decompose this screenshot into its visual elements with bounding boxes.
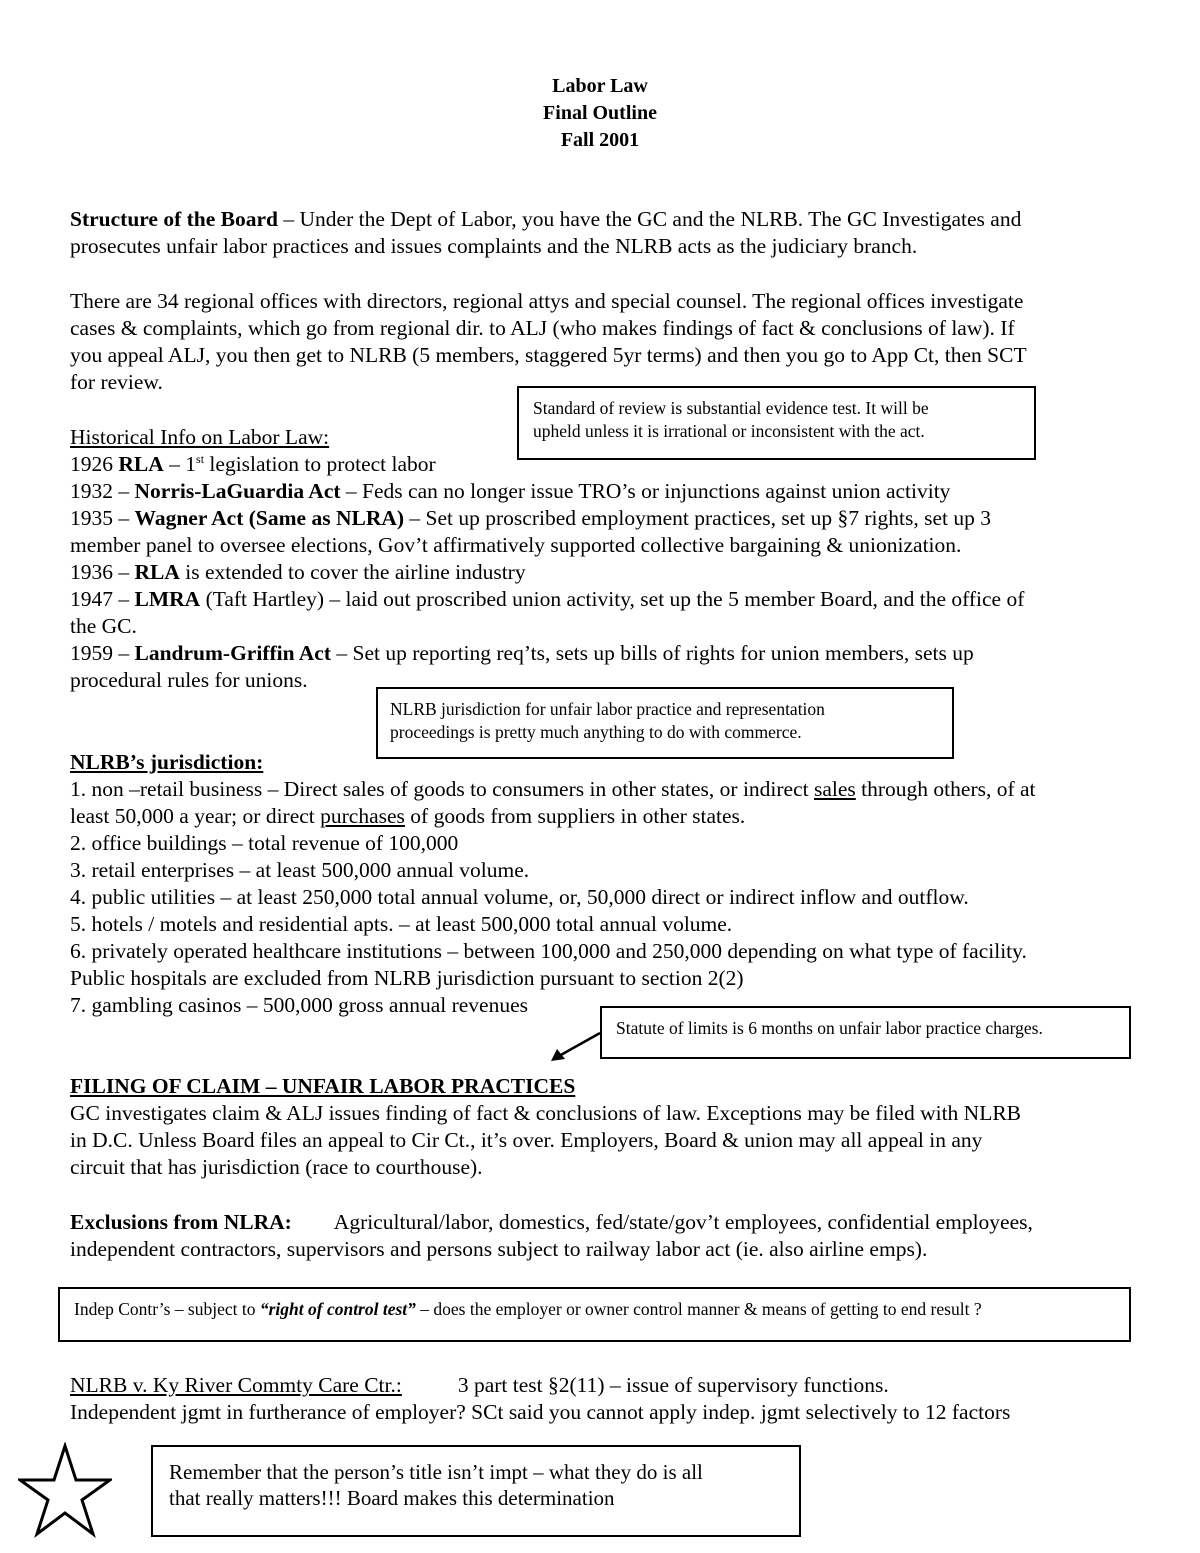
arrow-icon: [545, 1030, 605, 1064]
filing-line-1: GC investigates claim & ALJ issues finding of fact & conclusions of law. Exceptions may be filed with NLRB: [70, 1101, 1022, 1125]
star-icon: [18, 1442, 112, 1538]
note-box-indep-contractors: [58, 1287, 1131, 1342]
case-name: NLRB v. Ky River Commty Care Ctr.:: [70, 1373, 402, 1397]
history-1936: 1936 – RLA is extended to cover the airline industry: [70, 560, 526, 584]
history-1926: 1926 RLA – 1st legislation to protect labor: [70, 451, 436, 476]
note-box-standard-of-review: [517, 386, 1036, 460]
jurisdiction-item-4: 4. public utilities – at least 250,000 total annual volume, or, 50,000 direct or indirect inflow and outflow.: [70, 885, 969, 909]
history-1935: 1935 – Wagner Act (Same as NLRA) – Set up proscribed employment practices, set up §7 rights, set up 3: [70, 506, 991, 530]
jurisdiction-item-3: 3. retail enterprises – at least 500,000 annual volume.: [70, 858, 530, 882]
structure-line-1: Structure of the Board – Under the Dept of Labor, you have the GC and the NLRB. The GC Investigates and: [70, 207, 1022, 231]
history-1932: 1932 – Norris-LaGuardia Act – Feds can no longer issue TRO’s or injunctions against union activity: [70, 479, 951, 503]
note-title-line-2: that really matters!!! Board makes this determination: [169, 1486, 615, 1510]
case-line-1: NLRB v. Ky River Commty Care Ctr.: 3 part test §2(11) – issue of supervisory functions.: [70, 1373, 889, 1397]
structure-line-2: prosecutes unfair labor practices and issues complaints and the NLRB acts as the judiciary branch.: [70, 234, 918, 258]
note-jurisdiction-line-2: proceedings is pretty much anything to do with commerce.: [390, 722, 802, 742]
history-1947-cont: the GC.: [70, 614, 137, 638]
case-line-2: Independent jgmt in furtherance of employer? SCt said you cannot apply indep. jgmt selectively to 12 factors: [70, 1400, 1011, 1424]
note-statute-text: Statute of limits is 6 months on unfair labor practice charges.: [616, 1018, 1043, 1038]
history-1959: 1959 – Landrum-Griffin Act – Set up reporting req’ts, sets up bills of rights for union members, sets up: [70, 641, 974, 665]
jurisdiction-item-7: 7. gambling casinos – 500,000 gross annual revenues: [70, 993, 528, 1017]
regional-line-2: cases & complaints, which go from regional dir. to ALJ (who makes findings of fact & conclusions of law). If: [70, 316, 1015, 340]
jurisdiction-item-1: 1. non –retail business – Direct sales of goods to consumers in other states, or indirect sales through others, of at: [70, 777, 1036, 801]
exclusions-line-1: Exclusions from NLRA: Agricultural/labor, domestics, fed/state/gov’t employees, confidential employees,: [70, 1210, 1033, 1234]
doc-subtitle: Final Outline: [543, 102, 657, 124]
regional-line-3: you appeal ALJ, you then get to NLRB (5 members, staggered 5yr terms) and then you go to App Ct, then SCT: [70, 343, 1027, 367]
filing-line-3: circuit that has jurisdiction (race to courthouse).: [70, 1155, 483, 1179]
note-indep-text: Indep Contr’s – subject to “right of control test” – does the employer or owner control manner & means of getting to end result ?: [74, 1299, 982, 1319]
exclusions-heading: Exclusions from NLRA:: [70, 1210, 292, 1234]
structure-heading: Structure of the Board: [70, 207, 279, 231]
jurisdiction-item-2: 2. office buildings – total revenue of 100,000: [70, 831, 459, 855]
doc-term: Fall 2001: [560, 129, 640, 151]
history-1947: 1947 – LMRA (Taft Hartley) – laid out proscribed union activity, set up the 5 member Board, and the office of: [70, 587, 1025, 611]
note-review-line-2: upheld unless it is irrational or inconsistent with the act.: [533, 421, 925, 441]
note-box-jurisdiction: [376, 687, 954, 759]
jurisdiction-heading: NLRB’s jurisdiction:: [70, 750, 264, 774]
note-box-statute: [600, 1006, 1131, 1059]
regional-line-1: There are 34 regional offices with directors, regional attys and special counsel. The regional offices investigate: [70, 289, 1024, 313]
exclusions-line-2: independent contractors, supervisors and persons subject to railway labor act (ie. also airline emps).: [70, 1237, 928, 1261]
regional-line-4: for review.: [70, 370, 163, 394]
note-jurisdiction-line-1: NLRB jurisdiction for unfair labor practice and representation: [390, 699, 825, 719]
jurisdiction-item-6-cont: Public hospitals are excluded from NLRB jurisdiction pursuant to section 2(2): [70, 966, 744, 990]
jurisdiction-item-1-cont: least 50,000 a year; or direct purchases of goods from suppliers in other states.: [70, 804, 746, 828]
history-1959-cont: procedural rules for unions.: [70, 668, 308, 692]
history-1935-cont: member panel to oversee elections, Gov’t affirmatively supported collective bargaining & unionization.: [70, 533, 962, 557]
filing-line-2: in D.C. Unless Board files an appeal to Cir Ct., it’s over. Employers, Board & union may all appeal in any: [70, 1128, 983, 1152]
note-box-title-reminder: [151, 1445, 801, 1537]
filing-heading: FILING OF CLAIM – UNFAIR LABOR PRACTICES: [70, 1074, 576, 1098]
jurisdiction-item-5: 5. hotels / motels and residential apts. – at least 500,000 total annual volume.: [70, 912, 733, 936]
jurisdiction-item-6: 6. privately operated healthcare institutions – between 100,000 and 250,000 depending on what type of facility.: [70, 939, 1027, 963]
doc-title: Labor Law: [552, 75, 648, 97]
note-title-line-1: Remember that the person’s title isn’t impt – what they do is all: [169, 1460, 703, 1484]
history-heading: Historical Info on Labor Law:: [70, 425, 330, 449]
note-review-line-1: Standard of review is substantial evidence test. It will be: [533, 398, 929, 418]
